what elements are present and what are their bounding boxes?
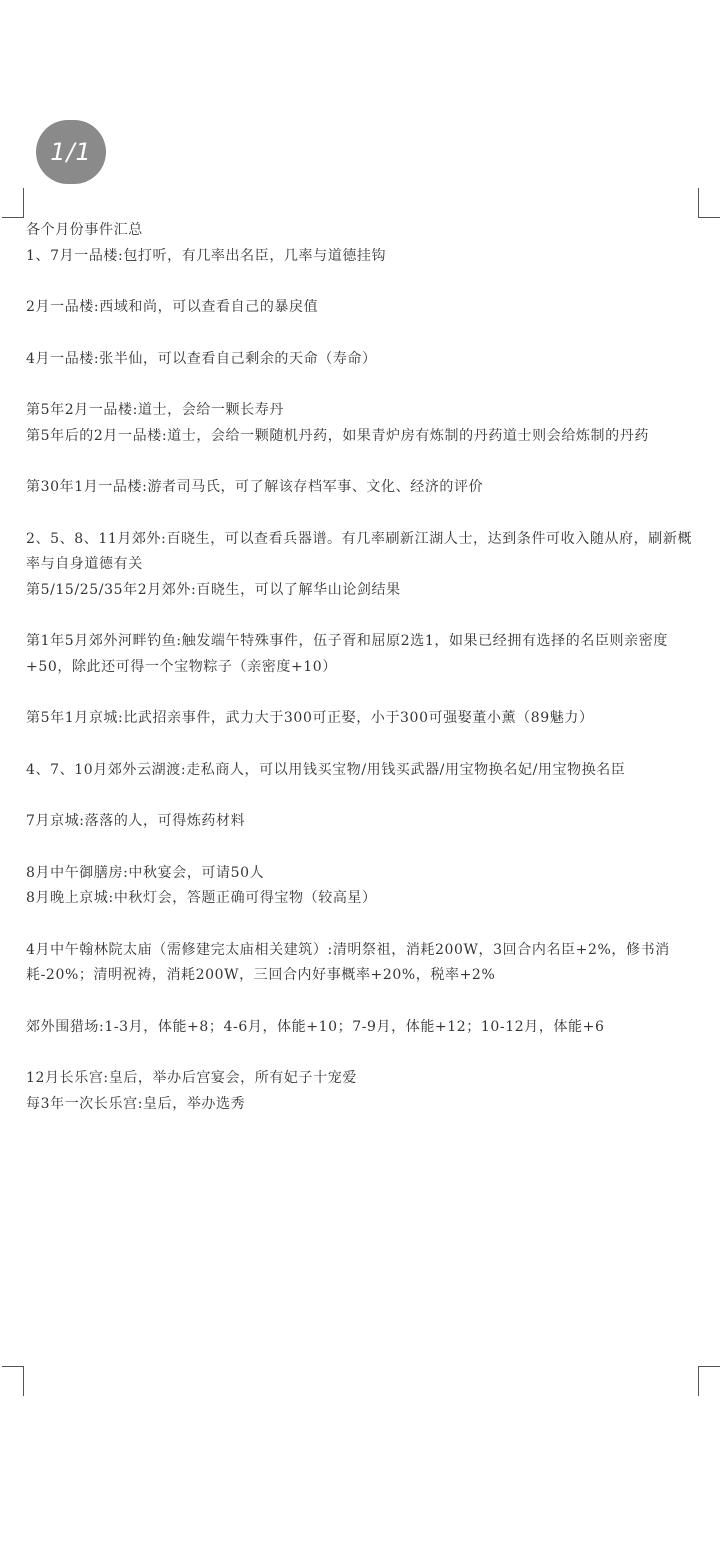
paragraph-gap xyxy=(26,269,706,295)
paragraph-gap xyxy=(26,835,706,861)
document-line: 12月长乐宫:皇后，举办后宫宴会，所有妃子十宠爱 xyxy=(26,1070,357,1086)
paragraph-gap xyxy=(26,912,706,938)
document-line: 每3年一次长乐宫:皇后，举办选秀 xyxy=(26,1095,246,1112)
paragraph-gap xyxy=(26,321,706,347)
paragraph-gap xyxy=(26,372,706,398)
document-line: 4、7、10月郊外云湖渡:走私商人，可以用钱买宝物/用钱买武器/用宝物换名妃/用宝物换名臣 xyxy=(26,761,626,778)
document-line: 7月京城:落落的人，可得炼药材料 xyxy=(26,813,246,829)
crop-mark-top-left xyxy=(2,188,24,218)
paragraph-gap xyxy=(26,732,706,758)
paragraph-gap xyxy=(26,680,706,706)
paragraph-gap xyxy=(26,603,706,629)
document-line: 第5年2月一品楼:道士，会给一颗长寿丹 xyxy=(26,402,284,418)
crop-mark-top-right xyxy=(698,188,720,218)
paragraph-gap xyxy=(26,1040,706,1066)
paragraph-gap xyxy=(26,783,706,809)
crop-mark-bottom-left xyxy=(2,1366,24,1396)
document-line: 2月一品楼:西域和尚，可以查看自己的暴戾值 xyxy=(26,299,319,315)
document-line: 4月一品楼:张半仙，可以查看自己剩余的天命（寿命） xyxy=(26,350,377,367)
document-line: 4月中午翰林院太庙（需修建完太庙相关建筑）:清明祭祖，消耗200W，3回合内名臣+2%，修书消耗-20%；清明祝祷，消耗200W，三回合内好事概率+20%，税率+2% xyxy=(26,941,670,983)
paragraph-gap xyxy=(26,449,706,475)
document-line: 第1年5月郊外河畔钓鱼:触发端午特殊事件，伍子胥和屈原2选1，如果已经拥有选择的名臣则亲密度+50，除此还可得一个宝物粽子（亲密度+10） xyxy=(26,633,668,675)
paragraph-gap xyxy=(26,989,706,1015)
document-line: 第5年后的2月一品楼:道士，会给一颗随机丹药，如果青炉房有炼制的丹药道士则会给炼制的丹药 xyxy=(26,427,649,444)
document-line: 2、5、8、11月郊外:百晓生，可以查看兵器谱。有几率刷新江湖人士，达到条件可收入随从府，刷新概率与自身道德有关 xyxy=(26,530,693,572)
document-body xyxy=(26,218,706,1117)
document-line: 第5/15/25/35年2月郊外:百晓生，可以了解华山论剑结果 xyxy=(26,581,401,598)
document-line: 1、7月一品楼:包打听，有几率出名臣，几率与道德挂钩 xyxy=(26,247,387,264)
paragraph-gap xyxy=(26,501,706,527)
document-line: 8月晚上京城:中秋灯会，答题正确可得宝物（较高星） xyxy=(26,890,377,906)
document-title: 各个月份事件汇总 xyxy=(26,222,143,238)
document-line: 8月中午御膳房:中秋宴会，可请50人 xyxy=(26,864,265,881)
crop-mark-bottom-right xyxy=(698,1366,720,1396)
page-indicator-badge: 1/1 xyxy=(36,120,106,184)
document-line: 第30年1月一品楼:游者司马氏，可了解该存档军事、文化、经济的评价 xyxy=(26,479,484,495)
document-line: 第5年1月京城:比武招亲事件，武力大于300可正娶，小于300可强娶董小薰（89魅力） xyxy=(26,710,594,726)
document-line: 郊外围猎场:1-3月，体能+8；4-6月，体能+10；7-9月，体能+12；10-12月，体能+6 xyxy=(26,1018,605,1035)
